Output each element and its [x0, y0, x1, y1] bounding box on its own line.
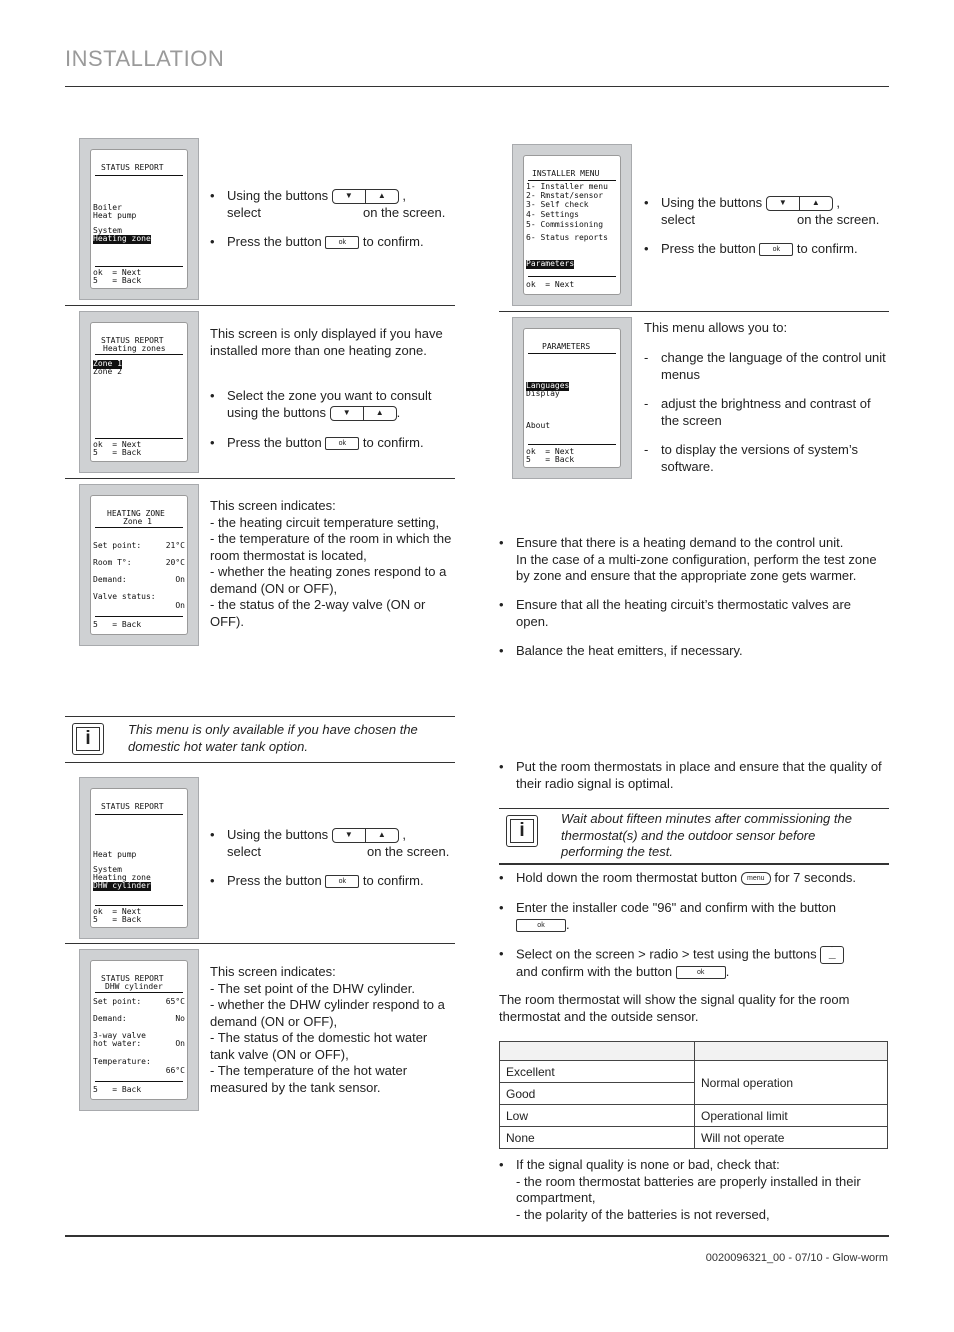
text-line: - The status of the domestic hot water tank valve (ON or OFF), — [210, 1030, 428, 1062]
lcd-line: Display — [526, 389, 560, 398]
lcd-footer: ok = Next — [526, 447, 575, 456]
lcd-subtitle: Heating zones — [103, 344, 166, 353]
lcd-value: 20°C — [165, 558, 185, 567]
text-line: In the case of a multi-zone configuration, perform the test zone by zone and ensure that the appropriate zone gets warmer. — [516, 551, 877, 583]
page-title: INSTALLATION — [65, 46, 225, 71]
lcd-label: Set point: — [93, 997, 142, 1006]
check-bullet — [516, 535, 891, 585]
lcd-footer: 5 = Back — [93, 620, 142, 629]
lcd-title: INSTALLER MENU — [532, 169, 600, 178]
heating-zone-description — [210, 498, 455, 630]
dash-item: - change the language of the control unit menus — [661, 350, 889, 383]
text-line: - the heating circuit temperature setting, — [210, 514, 440, 530]
lcd-label: Room T°: — [93, 558, 132, 567]
lcd-selected-line: Parameters — [526, 259, 575, 268]
text-line: - the room thermostat batteries are properly installed in their compartment, — [516, 1173, 861, 1205]
lcd-dhw-cylinder — [79, 949, 199, 1111]
text-line: - the temperature of the room in which the room thermostat is located, — [210, 531, 452, 563]
text-line: - The temperature of the hot water measured by the tank sensor. — [210, 1063, 408, 1095]
zones-intro: This screen is only displayed if you have installed more than one heating zone. — [210, 326, 443, 358]
lcd-selected-line: Languages — [526, 381, 570, 390]
footer-rule — [65, 1235, 889, 1237]
lcd-title: PARAMETERS — [542, 342, 591, 351]
check-bullet: • Enter the installer code "96" and confirm with the button ok . — [516, 900, 891, 933]
lcd-label: Temperature: — [93, 1057, 151, 1066]
text-line: This screen indicates: — [210, 498, 336, 513]
table-row — [500, 1061, 888, 1083]
lcd-line: 4- Settings — [526, 210, 579, 219]
text-line: - The set point of the DHW cylinder. — [210, 980, 415, 996]
signal-quality-table — [499, 1041, 888, 1149]
check-bullet: • Select on the screen > radio > test using the buttons ˙ — and confirm with the button ok . — [516, 946, 891, 981]
lcd-line: Heat pump — [93, 211, 137, 220]
check-bullet: • Ensure that all the heating circuit’s thermostatic valves are open. — [516, 597, 886, 630]
ok-button-icon: ok — [325, 236, 359, 249]
text-line: This screen indicates: — [210, 964, 336, 979]
lcd-label: hot water: — [93, 1039, 142, 1048]
arrow-buttons-icon: ▼ ▲ — [766, 196, 833, 211]
lcd-title: STATUS REPORT — [101, 802, 164, 811]
up-down-button-icon: ˙ — — [820, 946, 844, 964]
lcd-selected-line: Zone 1 — [93, 359, 122, 368]
dash-item: - adjust the brightness and contrast of the screen — [661, 396, 889, 429]
ok-button-icon: ok — [325, 875, 359, 888]
instruction-bullet: • Select the zone you want to consult using the buttons ▼ ▲ . — [227, 388, 452, 421]
table-header-row — [500, 1042, 888, 1061]
lcd-footer: ok = Next — [93, 907, 142, 916]
instruction-bullet: • Press the button ok to confirm. — [227, 234, 457, 251]
table-cell: Operational limit — [695, 1105, 888, 1127]
table-header-cell — [500, 1042, 695, 1061]
lcd-title: HEATING ZONE — [107, 509, 165, 518]
lcd-footer: 5 = Back — [93, 915, 142, 924]
lcd-value: On — [175, 1039, 185, 1048]
instruction-bullet: • Using the buttons ▼ ▲ , select on the screen. — [661, 195, 891, 228]
lcd-value: On — [175, 575, 185, 584]
text-line: - whether the DHW cylinder respond to a demand (ON or OFF), — [210, 997, 445, 1029]
lcd-status-report — [79, 138, 199, 300]
arrow-buttons-icon: ▼ ▲ — [332, 189, 399, 204]
check-bullet: • Put the room thermostats in place and ensure that the quality of their radio signal is optimal. — [516, 759, 891, 792]
dhw-note: This menu is only available if you have chosen the domestic hot water tank option. — [128, 722, 418, 754]
lcd-value: No — [175, 1014, 185, 1023]
check-bullet — [516, 1157, 891, 1223]
ok-button-icon: ok — [516, 919, 566, 932]
lcd-line: Heat pump — [93, 850, 137, 859]
table-row — [500, 1105, 888, 1127]
lcd-footer: ok = Next — [93, 268, 142, 277]
table-cell: None — [500, 1127, 695, 1149]
arrow-buttons-icon: ▼ ▲ — [332, 828, 399, 843]
lcd-title: STATUS REPORT — [101, 974, 164, 983]
lcd-label: Demand: — [93, 575, 127, 584]
lcd-line: 1- Installer menu — [526, 182, 608, 191]
lcd-line: System — [93, 226, 122, 235]
text-line: - the polarity of the batteries is not reversed, — [516, 1206, 770, 1222]
lcd-selected-line: DHW cylinder — [93, 881, 151, 890]
footer-reference: 0020096321_00 - 07/10 - Glow-worm — [705, 1252, 888, 1264]
check-bullet: • Balance the heat emitters, if necessary. — [516, 643, 886, 660]
instruction-bullet: • Press the button ok to confirm. — [227, 435, 457, 452]
lcd-value: On — [175, 601, 185, 610]
lcd-title: STATUS REPORT — [101, 163, 164, 172]
info-icon: i — [72, 723, 104, 755]
radio-test-note: Wait about fifteen minutes after commissioning the thermostat(s) and the outdoor sensor before performing the test. — [561, 811, 852, 859]
lcd-line: 3- Self check — [526, 200, 589, 209]
lcd-footer: ok = Next — [93, 440, 142, 449]
lcd-footer: 5 = Back — [93, 276, 142, 285]
lcd-line: 6- Status reports — [526, 233, 608, 242]
info-icon: i — [506, 815, 538, 847]
lcd-heating-zones — [79, 311, 199, 473]
lcd-parameters — [512, 317, 632, 479]
lcd-label: Set point: — [93, 541, 142, 550]
instruction-bullet: • Press the button ok to confirm. — [227, 873, 457, 890]
lcd-footer: 5 = Back — [93, 448, 142, 457]
lcd-value: 65°C — [165, 997, 185, 1006]
lcd-value: 21°C — [165, 541, 185, 550]
check-bullet: • Hold down the room thermostat button menu for 7 seconds. — [516, 870, 891, 887]
lcd-footer: ok = Next — [526, 280, 575, 289]
lcd-label: Demand: — [93, 1014, 127, 1023]
lcd-subtitle: Zone 1 — [123, 517, 152, 526]
header-rule — [65, 86, 889, 87]
dash-item: - to display the versions of system’s software. — [661, 442, 889, 475]
table-cell: Will not operate — [695, 1127, 888, 1149]
table-cell: Normal operation — [695, 1061, 888, 1105]
lcd-line: 2- Rmstat/sensor — [526, 191, 604, 200]
lcd-line: Zone 2 — [93, 367, 122, 376]
text-line: - the status of the 2-way valve (ON or OFF). — [210, 597, 426, 629]
lcd-installer-menu — [512, 144, 632, 306]
lcd-title: STATUS REPORT — [101, 336, 164, 345]
table-cell: Excellent — [500, 1061, 695, 1083]
ok-button-icon: ok — [325, 437, 359, 450]
lcd-line: About — [526, 421, 551, 430]
menu-button-icon: menu — [741, 872, 771, 885]
instruction-bullet: • Using the buttons ▼ ▲ , select on the screen. — [227, 188, 457, 221]
instruction-bullet: • Press the button ok to confirm. — [661, 241, 891, 258]
lcd-label: 3-way valve — [93, 1031, 146, 1040]
lcd-line: Heating zone — [93, 873, 151, 882]
lcd-line: Boiler — [93, 203, 122, 212]
text-line: - whether the heating zones respond to a demand (ON or OFF), — [210, 564, 447, 596]
signal-paragraph: The room thermostat will show the signal quality for the room thermostat and the outside sensor. — [499, 992, 850, 1024]
arrow-buttons-icon: ▼ ▲ — [330, 406, 397, 421]
table-cell: Good — [500, 1083, 695, 1105]
table-header-cell — [695, 1042, 888, 1061]
ok-button-icon: ok — [759, 243, 793, 256]
text-line: • If the signal quality is none or bad, check that: — [516, 1157, 780, 1172]
lcd-heating-zone — [79, 484, 199, 646]
lcd-line: 5- Commissioning — [526, 220, 604, 229]
lcd-footer: 5 = Back — [526, 455, 575, 464]
lcd-footer: 5 = Back — [93, 1085, 142, 1094]
lcd-line: System — [93, 865, 122, 874]
lcd-status-report-dhw — [79, 777, 199, 939]
lcd-subtitle: DHW cylinder — [105, 982, 163, 991]
menu-allows: This menu allows you to: — [644, 320, 788, 335]
text-line: • Ensure that there is a heating demand to the control unit. — [516, 535, 844, 550]
dhw-description — [210, 964, 455, 1096]
table-row — [500, 1127, 888, 1149]
lcd-selected-line: Heating zone — [93, 234, 151, 243]
ok-button-icon: ok — [676, 966, 726, 979]
instruction-bullet: • Using the buttons ▼ ▲ , select on the screen. — [227, 827, 457, 860]
lcd-label: Valve status: — [93, 592, 156, 601]
lcd-value: 66°C — [165, 1066, 185, 1075]
table-cell: Low — [500, 1105, 695, 1127]
